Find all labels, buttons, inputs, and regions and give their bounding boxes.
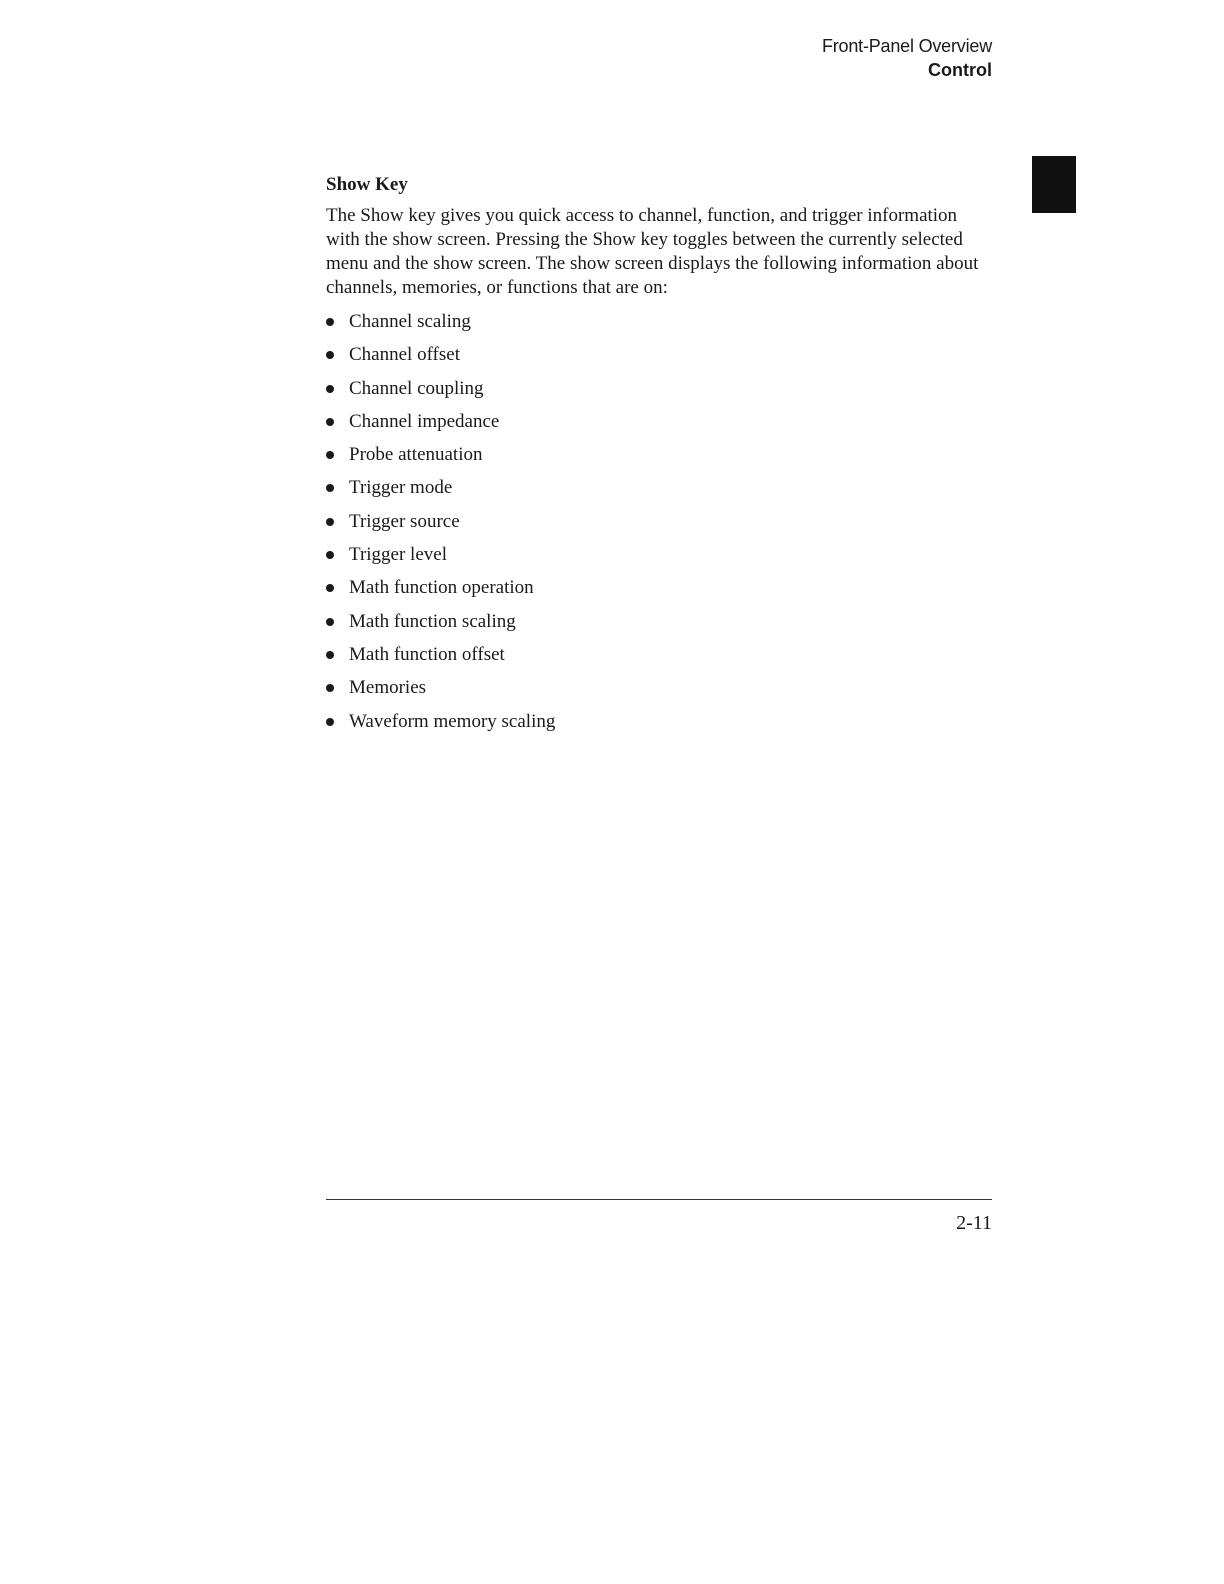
list-item — [326, 676, 996, 709]
page-number: 2-11 — [956, 1212, 992, 1234]
list-item — [326, 510, 996, 543]
bullet-icon — [326, 518, 334, 526]
list-item — [326, 443, 996, 476]
list-item-label: Trigger source — [349, 510, 460, 532]
bullet-icon — [326, 651, 334, 659]
list-item-label: Channel offset — [349, 344, 460, 366]
footer-rule — [326, 1199, 992, 1200]
bullet-icon — [326, 618, 334, 626]
list-item-label: Trigger level — [349, 544, 447, 566]
list-item-label: Channel scaling — [349, 311, 471, 332]
header-subsection-title: Control — [928, 60, 992, 80]
bullet-icon — [326, 718, 334, 726]
chapter-thumb-tab — [1032, 156, 1076, 213]
list-item — [326, 543, 996, 576]
bullet-icon — [326, 584, 334, 592]
bullet-icon — [326, 484, 334, 492]
list-item — [326, 343, 996, 376]
bullet-icon — [326, 351, 334, 359]
list-item — [326, 410, 996, 443]
main-content — [326, 172, 996, 743]
bullet-icon — [326, 318, 334, 326]
bullet-icon — [326, 684, 334, 692]
list-item — [326, 610, 996, 643]
list-item — [326, 310, 996, 343]
bullet-icon — [326, 418, 334, 426]
bullet-icon — [326, 451, 334, 459]
list-item-label: Math function scaling — [349, 610, 516, 632]
list-item — [326, 377, 996, 410]
header-section-title: Front-Panel Overview — [821, 36, 992, 56]
intro-paragraph: The Show key gives you quick access to channel, function, and trigger information with the show screen. Pressing the Show key toggles between the currently selected menu and the show screen. The show screen displays the following information about channels, memories, or functions that are on: — [326, 205, 979, 298]
list-item — [326, 643, 996, 676]
list-item-label: Channel coupling — [349, 377, 484, 399]
list-item-label: Math function operation — [349, 577, 534, 599]
bullet-icon — [326, 385, 334, 393]
bullet-icon — [326, 551, 334, 559]
bullet-list — [326, 310, 996, 743]
list-item-label: Trigger mode — [349, 477, 453, 499]
list-item — [326, 476, 996, 509]
section-heading: Show Key — [326, 174, 408, 195]
list-item-label: Math function offset — [349, 643, 505, 665]
running-header — [822, 34, 992, 82]
list-item-label: Memories — [349, 677, 427, 699]
list-item-label: Probe attenuation — [349, 444, 483, 466]
list-item-label: Waveform memory scaling — [349, 710, 556, 732]
list-item — [326, 710, 996, 743]
list-item-label: Channel impedance — [349, 410, 500, 432]
list-item — [326, 576, 996, 609]
